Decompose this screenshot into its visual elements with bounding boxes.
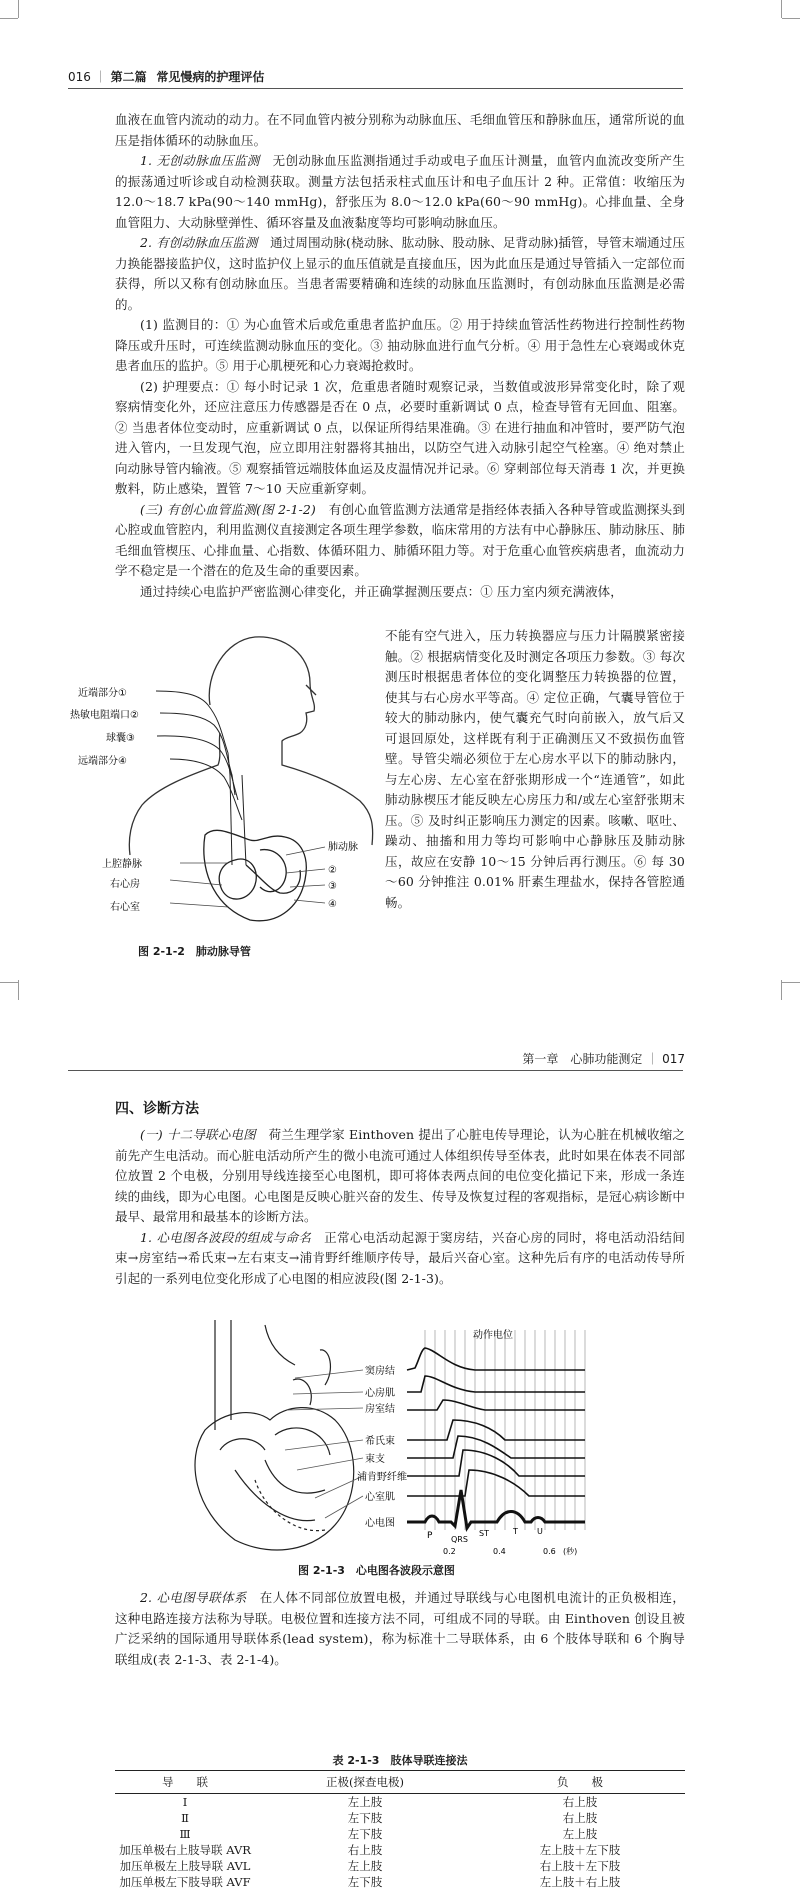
- body-text-top: [115, 110, 685, 602]
- leader-lines: [285, 1370, 363, 1518]
- crop-mark: [781, 980, 782, 1000]
- heart-outline: [204, 830, 306, 920]
- table-row: [115, 1810, 685, 1826]
- table-row: [115, 1858, 685, 1874]
- table-header-row: [115, 1771, 685, 1794]
- paragraph-body: 正常心电活动起源于窦房结，兴奋心房的同时，将电活动沿结间束→房室结→希氏束→左右束支→浦肯野纤维顺序传导，最后兴奋心室。这种先后有序的电活动传导所引起的一系列电位变化形成了心电图的相应波段(图 2-1-3)。: [115, 1229, 685, 1286]
- label-balloon: 球囊③: [106, 733, 135, 744]
- part-label: 第二篇: [110, 70, 147, 84]
- table-title: 表 2-1-3 肢体导联连接法: [332, 1754, 468, 1767]
- paragraph-body: 荷兰生理学家 Einthoven 提出了心脏电传导理论，认为心脏在机械收缩之前先产生电活动。而心脏电活动所产生的微小电流可通过人体组织传导至体表，此时如果在体表不同部位放置 2 个电极，分别用导线连接至心电图机，即可将体表两点间的电位变化描记下来，形成一条连续的曲线，即为心电图。心电图是反映心脏兴奋的发生、传导及恢复过程的客观指标，是冠心病诊断中最早、最常用和最基本的诊断方法。: [115, 1127, 686, 1224]
- paragraph-body: 无创动脉血压监测指通过手动或电子血压计测量，血管内血流改变所产生的振荡通过听诊或自动检测获取。测量方法包括汞柱式血压计和电子血压计 2 种。正常值：收缩压为 12.0～18.7 kPa(90～140 mmHg)，舒张压为 8.0～12.0 kPa(60～90 mmHg)。心排血量、全身血管阻力、大动脉壁弹性、循环容量及血液黏度等均可影响动脉血压。: [115, 153, 686, 230]
- cell-lead: Ⅰ: [182, 1795, 188, 1809]
- cell-positive: 右上肢: [347, 1843, 383, 1857]
- figure-caption: 图 2-1-3 心电图各波段示意图: [298, 1564, 455, 1577]
- action-potential-traces: [407, 1348, 585, 1496]
- label-purkinje: 浦肯野纤维: [357, 1472, 407, 1483]
- ecg-waveform-figure: [175, 1310, 625, 1560]
- crop-mark: [0, 982, 18, 983]
- paragraph: [115, 1228, 685, 1290]
- label-ecg: 心电图: [365, 1518, 395, 1529]
- label-his-bundle: 希氏束: [365, 1436, 395, 1447]
- crop-mark: [782, 982, 800, 983]
- cell-positive: 左下肢: [347, 1811, 383, 1825]
- paragraph: 血液在血管内流动的动力。在不同血管内被分别称为动脉血压、毛细血管压和静脉血压，通常所说的血压是指体循环的动脉血压。: [115, 112, 685, 148]
- label-action-potential: 动作电位: [473, 1330, 513, 1341]
- paragraph: [115, 233, 685, 315]
- paragraph-body: 有创心血管监测方法通常是指经体表插入各种导管或监测探头到心腔或血管腔内，利用监测仪直接测定各项生理学参数，临床常用的方法有中心静脉压、肺动脉压、肺毛细血管楔压、心排血量、心指数、体循环阻力、肺循环阻力等。对于危重心血管疾病患者，血流动力学不稳定是一个潜在的危及生命的重要因素。: [115, 501, 685, 578]
- paragraph: [115, 151, 685, 233]
- cell-lead: Ⅲ: [179, 1827, 191, 1841]
- time-unit: (秒): [563, 1547, 578, 1556]
- table-row: [115, 1874, 685, 1890]
- cell-negative: 右上肢: [562, 1811, 598, 1825]
- page-number: 017: [662, 1052, 685, 1066]
- cell-lead: 加压单极右上肢导联 AVR: [119, 1843, 251, 1857]
- crop-mark: [781, 0, 782, 18]
- label-thermistor: 热敏电阻端口②: [70, 710, 139, 721]
- cell-negative: 右上肢: [562, 1795, 598, 1809]
- cell-lead: 加压单极左下肢导联 AVF: [119, 1875, 251, 1889]
- crop-mark: [0, 18, 18, 19]
- tick-0.2: 0.2: [443, 1547, 456, 1556]
- label-av-node: 房室结: [365, 1404, 395, 1415]
- cell-positive: 左下肢: [347, 1827, 383, 1841]
- body-text-ecg: [115, 1125, 685, 1289]
- running-header: 016 ｜ 第二篇 常见慢病的护理评估: [68, 70, 265, 84]
- paragraph-body: 在人体不同部位放置电极，并通过导联线与心电图机电流计的正负极相连，这种电路连接方法称为导联。电极位置和连接方法不同，可组成不同的导联。由 Einthoven 创设且被广泛采纳的国际通用导联体系(lead system)，称为标准十二导联体系，由 6 个肢体导联和 6 个胸导联组成(表 2-1-3、表 2-1-4)。: [115, 1590, 685, 1667]
- running-header: 第一章 心肺功能测定 ｜ 017: [522, 1052, 685, 1066]
- paragraph: [115, 1588, 685, 1670]
- label-num-3: ③: [328, 881, 337, 892]
- header-rule: [68, 1070, 683, 1071]
- paragraph-heading: 2. 有创动脉血压监测: [140, 235, 258, 250]
- catheter-lines: [156, 691, 246, 865]
- label-pulmonary-artery: 肺动脉: [328, 842, 358, 853]
- paragraph-heading: (一) 十二导联心电图: [140, 1127, 256, 1142]
- paragraph-heading: (三) 有创心血管监测(图 2-1-2): [140, 501, 316, 517]
- body-outline: [129, 637, 372, 855]
- label-distal: 远端部分④: [78, 756, 127, 767]
- cell-positive: 左下肢: [347, 1875, 383, 1889]
- page-017: [0, 1000, 800, 1889]
- label-right-atrium: 右心房: [110, 879, 140, 890]
- col-header-negative: 负 极: [475, 1771, 685, 1794]
- section-title: 四、诊断方法: [115, 1101, 199, 1117]
- paragraph: (1) 监测目的：① 为心血管术后或危重患者监护血压。② 用于持续血管活性药物进行控制性药物降压或升压时，可连续监测动脉血压的变化。③ 抽动脉血进行血气分析。④ 用于急性左心衰竭或休克患者血压的监护。⑤ 用于心肌梗死和心力衰竭抢救时。: [115, 317, 685, 373]
- cell-negative: 右上肢＋左下肢: [539, 1859, 621, 1873]
- wave-QRS: QRS: [451, 1535, 468, 1544]
- cell-positive: 左上肢: [347, 1859, 383, 1873]
- crop-mark: [18, 0, 19, 18]
- paragraph-heading: 1. 无创动脉血压监测: [140, 153, 260, 168]
- wrap-text: [385, 626, 685, 913]
- paragraph-heading: 1. 心电图各波段的组成与命名: [140, 1229, 312, 1245]
- cell-positive: 左上肢: [347, 1795, 383, 1809]
- cell-negative: 左上肢: [562, 1827, 598, 1841]
- label-svc: 上腔静脉: [102, 859, 142, 870]
- col-header-lead: 导 联: [115, 1771, 255, 1794]
- tick-0.4: 0.4: [493, 1547, 506, 1556]
- body-text-leads: [115, 1588, 685, 1670]
- label-right-ventricle: 右心室: [110, 902, 140, 913]
- table-row: [115, 1826, 685, 1842]
- label-num-2: ②: [328, 865, 337, 876]
- tick-0.6: 0.6: [543, 1547, 556, 1556]
- cell-lead: 加压单极左上肢导联 AVL: [119, 1859, 251, 1873]
- table-row: [115, 1794, 685, 1811]
- page-number: 016: [68, 70, 91, 84]
- wave-ST: ST: [479, 1529, 489, 1538]
- figure-caption: 图 2-1-2 肺动脉导管: [138, 945, 251, 958]
- wave-P: P: [427, 1531, 433, 1541]
- label-num-4: ④: [328, 899, 337, 910]
- grid-lines: [425, 1330, 585, 1530]
- label-sa-node: 窦房结: [365, 1366, 395, 1377]
- paragraph: [115, 1125, 685, 1228]
- table-row: [115, 1842, 685, 1858]
- wave-T: T: [513, 1527, 518, 1536]
- cell-negative: 左上肢＋左下肢: [539, 1843, 621, 1857]
- label-proximal: 近端部分①: [78, 688, 127, 699]
- paragraph: [115, 500, 685, 582]
- paragraph-heading: 2. 心电图导联体系: [140, 1590, 247, 1605]
- leader-lines: [170, 847, 325, 907]
- label-atrial-muscle: 心房肌: [365, 1388, 395, 1399]
- label-ventricle: 心室肌: [365, 1492, 395, 1503]
- wave-U: U: [537, 1527, 543, 1536]
- limb-leads-table: [115, 1770, 685, 1890]
- cell-negative: 左上肢＋右上肢: [539, 1875, 621, 1889]
- pulmonary-catheter-figure: [70, 625, 380, 940]
- cell-lead: Ⅱ: [181, 1811, 189, 1825]
- crop-mark: [18, 980, 19, 1000]
- paragraph: 通过持续心电监护严密监测心律变化，并正确掌握测压要点：① 压力室内须充满液体，: [140, 583, 623, 599]
- paragraph: (2) 护理要点：① 每小时记录 1 次，危重患者随时观察记录，当数值或波形异常变化时，除了观察病情变化外，还应注意压力传感器是否在 0 点，必要时重新调试 0 点，检查导管有无回血、阻塞。② 当患者体位变动时，应重新调试 0 点，以保证所得结果准确。③ 在进行抽血和冲管时，要严防气泡进入管内，一旦发现气泡，应立即用注射器将其抽出，以防空气进入动脉引起空气栓塞。④ 绝对禁止向动脉导管内输液。⑤ 观察插管远端肢体血运及皮温情况并记录。⑥ 穿刺部位每天消毒 1 次，并更换敷料，防止感染，置管 7～10 天应重新穿刺。: [115, 378, 685, 496]
- part-title: 常见慢病的护理评估: [156, 70, 265, 84]
- crop-mark: [782, 18, 800, 19]
- paragraph-body: 通过周围动脉(桡动脉、肱动脉、股动脉、足背动脉)插管，导管末端通过压力换能器接监护仪，这时监护仪上显示的血压值就是直接血压，因为此血压是通过导管插入一定部位而获得，所以又称有创动脉血压。当患者需要精确和连续的动脉血压监测时，有创动脉血压监测是必需的。: [115, 235, 685, 312]
- header-rule: [68, 88, 683, 89]
- paragraph: 不能有空气进入，压力转换器应与压力计隔膜紧密接触。② 根据病情变化及时测定各项压力参数。③ 每次测压时根据患者体位的变化调整压力转换器的位置，使其与右心房水平等高。④ 定位正确，气囊导管位于较大的肺动脉内，使气囊充气时向前嵌入，放气后又可退回原处，这样既有利于正确测压又不致损伤血管壁。导管尖端必须位于左心房水平以下的肺动脉内，与左心房、左心室在舒张期形成一个“连通管”，如此肺动脉楔压才能反映左心房压力和/或左心室舒张期末压。⑤ 及时纠正影响压力测定的因素。咳嗽、呕吐、躁动、抽搐和用力等均可影响中心静脉压及肺动脉压，故应在安静 10～15 分钟后再行测压。⑥ 每 30～60 分钟推注 0.01% 肝素生理盐水，保持各管腔通畅。: [385, 628, 685, 910]
- label-bundle-branch: 束支: [365, 1454, 385, 1465]
- chapter-title: 第一章 心肺功能测定: [522, 1052, 643, 1066]
- col-header-positive: 正极(探查电极): [255, 1771, 475, 1794]
